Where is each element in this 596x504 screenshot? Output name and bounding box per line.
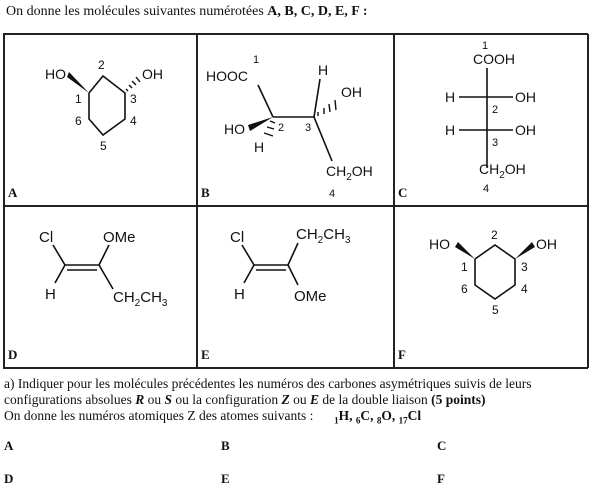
molecule-b-drawing: [198, 35, 395, 207]
molecule-b-ho-left: HO: [224, 121, 245, 137]
molecule-e-cl: Cl: [230, 229, 245, 246]
config-z: Z: [281, 392, 290, 407]
answer-b: B: [221, 438, 230, 453]
molecule-e-ch2ch3: $CH_2CH_3$: [296, 226, 351, 246]
answer-f: F: [437, 471, 445, 486]
cell-molecule-a: [4, 34, 197, 206]
answer-e: E: [221, 471, 230, 486]
cell-molecule-c: [394, 34, 589, 206]
molecule-b-oh-top: OH: [341, 84, 362, 100]
answer-d: D: [4, 471, 14, 486]
molecule-b-ch2oh: $CH_2OH$: [326, 163, 373, 183]
molecule-c-n2: 2: [492, 104, 499, 116]
molecule-a-n5: 5: [100, 139, 107, 153]
molecule-c-label: C: [398, 185, 408, 200]
answer-c: C: [437, 438, 447, 453]
molecule-a-n1: 1: [75, 92, 82, 106]
question-line-3: On donne les numéros atomiques Z des atomes suivants : $_1$H, $_6$C, $_8$O, $_{17}$Cl: [4, 408, 422, 426]
cell-molecule-f: [394, 206, 589, 368]
molecule-c-drawing: [395, 35, 590, 207]
points-badge: (5 points): [431, 392, 486, 407]
molecule-f-oh: OH: [536, 236, 557, 252]
config-r: R: [135, 392, 145, 407]
molecule-c-h2: H: [445, 89, 456, 105]
molecule-a-ho: HO: [45, 66, 66, 82]
molecule-f-drawing: [395, 207, 590, 369]
molecule-b-n1: 1: [253, 54, 260, 66]
molecule-d-cl: Cl: [39, 229, 54, 246]
molecule-c-n3: 3: [492, 137, 499, 149]
molecule-b-h-bottom: H: [254, 139, 265, 155]
molecule-f-n2: 2: [491, 228, 498, 242]
molecule-c-n4: 4: [483, 183, 490, 195]
molecule-c-h3: H: [445, 122, 456, 138]
molecule-d-ome: OMe: [103, 229, 136, 246]
molecule-d-label: D: [8, 347, 18, 362]
molecule-a-n6: 6: [75, 114, 82, 128]
molecule-e-label: E: [201, 347, 210, 362]
molecule-e-h: H: [234, 286, 245, 303]
cell-molecule-b: [197, 34, 394, 206]
molecule-c-oh3: OH: [515, 122, 536, 138]
molecule-d-drawing: [5, 207, 198, 369]
molecule-a-n3: 3: [130, 92, 137, 106]
molecule-b-h-top: H: [318, 62, 329, 78]
question-line-1: a) Indiquer pour les molécules précédentes les numéros des carbones asymétriques suivis de leurs: [4, 376, 532, 391]
molecule-c-n1: 1: [482, 40, 489, 52]
molecule-f-ho: HO: [429, 236, 450, 252]
molecule-c-ch2oh: $CH_2OH$: [479, 161, 526, 181]
molecule-d-h: H: [45, 286, 56, 303]
molecule-f-n3: 3: [521, 260, 528, 274]
molecule-a-n2: 2: [98, 58, 105, 72]
molecule-c-cooh: COOH: [473, 51, 515, 67]
molecule-e-ome: OMe: [294, 288, 327, 305]
molecule-b-n3: 3: [305, 122, 312, 134]
config-s: S: [164, 392, 173, 407]
molecule-f-n1: 1: [461, 260, 468, 274]
cell-molecule-d: [4, 206, 197, 368]
cell-molecule-e: [197, 206, 394, 368]
intro-prefix: On donne les molécules suivantes numérotées: [6, 4, 268, 19]
atom-list: $_1$H, $_6$C, $_8$O, $_{17}$Cl: [334, 408, 422, 426]
molecule-e-drawing: [198, 207, 395, 369]
molecule-f-label: F: [398, 347, 406, 362]
molecule-grid: [3, 33, 588, 369]
molecule-a-oh: OH: [142, 66, 163, 82]
molecule-b-n2: 2: [278, 122, 285, 134]
molecule-f-n4: 4: [521, 282, 528, 296]
molecule-a-label: A: [8, 185, 18, 200]
molecule-b-n4: 4: [329, 188, 336, 200]
molecule-f-n6: 6: [461, 282, 468, 296]
config-e: E: [310, 392, 320, 407]
molecule-d-ch2ch3: $CH_2CH_3$: [113, 289, 168, 309]
intro-letters: A, B, C, D, E, F :: [267, 4, 368, 19]
molecule-a-drawing: [5, 35, 198, 207]
molecule-c-oh2: OH: [515, 89, 536, 105]
molecule-f-n5: 5: [492, 303, 499, 317]
molecule-b-label: B: [201, 185, 210, 200]
intro-text: [6, 4, 367, 20]
molecule-b-hooc: HOOC: [206, 68, 248, 84]
question-line-2: configurations absolues R ou S ou la configuration Z ou E de la double liaison (5 points): [4, 392, 486, 407]
answer-a: A: [4, 438, 14, 453]
molecule-a-n4: 4: [130, 114, 137, 128]
